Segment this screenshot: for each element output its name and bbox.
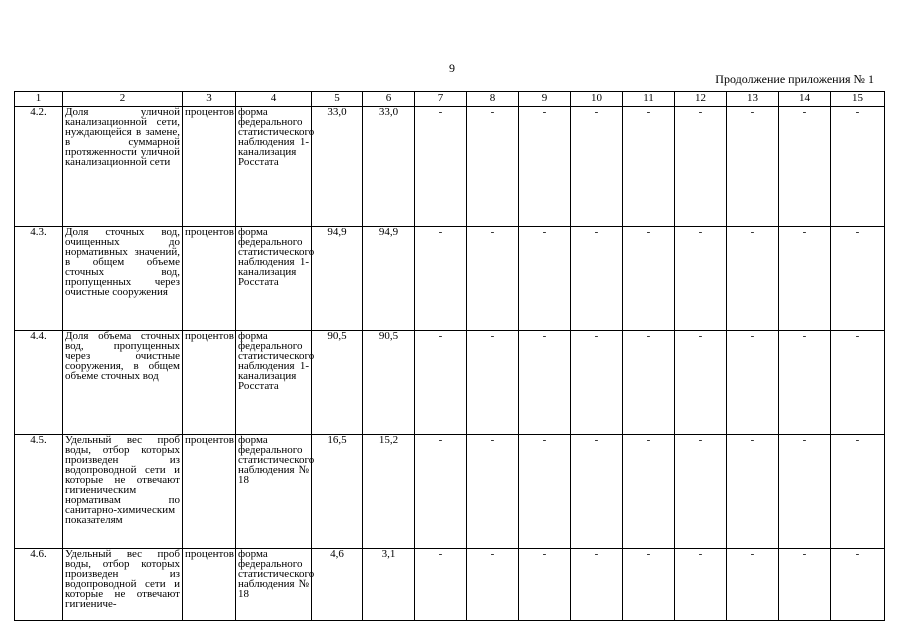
value-col-13: -	[727, 435, 779, 549]
column-header: 10	[571, 92, 623, 107]
unit-of-measure: процентов	[183, 331, 236, 435]
column-header: 4	[236, 92, 312, 107]
table-row	[15, 549, 885, 621]
column-header: 12	[675, 92, 727, 107]
value-col-7: -	[415, 549, 467, 621]
data-source: форма федерального статистического наблюдения 1-канализация Росстата	[236, 227, 312, 331]
value-col-8: -	[467, 227, 519, 331]
value-col-12: -	[675, 435, 727, 549]
indicator-name: Доля объема сточных вод, пропущенных через очистные сооружения, в общем объеме сточных вод	[63, 331, 183, 435]
data-source: форма федерального статистического наблюдения 1-канализация Росстата	[236, 107, 312, 227]
column-header: 7	[415, 92, 467, 107]
value-col-8: -	[467, 331, 519, 435]
value-col-15: -	[831, 549, 885, 621]
value-col-7: -	[415, 435, 467, 549]
indicator-name: Доля уличной канализационной сети, нуждающейся в замене, в суммарной протяженности уличной канализационной сети	[63, 107, 183, 227]
value-col-7: -	[415, 331, 467, 435]
table-row	[15, 331, 885, 435]
value-col-14: -	[779, 435, 831, 549]
value-col-13: -	[727, 549, 779, 621]
value-col-15: -	[831, 227, 885, 331]
column-header: 14	[779, 92, 831, 107]
value-col-14: -	[779, 331, 831, 435]
value-col-9: -	[519, 107, 571, 227]
row-number: 4.4.	[15, 331, 63, 435]
value-col-13: -	[727, 331, 779, 435]
indicator-name: Удельный вес проб воды, отбор которых произведен из водопроводной сети и которые не отвечают гигиениче-	[63, 549, 183, 621]
column-header: 6	[363, 92, 415, 107]
value-col-10: -	[571, 331, 623, 435]
row-number: 4.3.	[15, 227, 63, 331]
value-col-14: -	[779, 549, 831, 621]
table-row	[15, 227, 885, 331]
column-header: 13	[727, 92, 779, 107]
indicator-name: Доля сточных вод, очищенных до нормативных значений, в общем объеме сточных вод, пропущенных через очистные сооружения	[63, 227, 183, 331]
value-col-5: 4,6	[312, 549, 363, 621]
unit-of-measure: процентов	[183, 227, 236, 331]
value-col-11: -	[623, 549, 675, 621]
column-header: 5	[312, 92, 363, 107]
value-col-6: 90,5	[363, 331, 415, 435]
value-col-11: -	[623, 107, 675, 227]
value-col-9: -	[519, 435, 571, 549]
column-header: 1	[15, 92, 63, 107]
value-col-9: -	[519, 331, 571, 435]
value-col-12: -	[675, 107, 727, 227]
value-col-11: -	[623, 435, 675, 549]
value-col-6: 33,0	[363, 107, 415, 227]
value-col-13: -	[727, 107, 779, 227]
column-header: 8	[467, 92, 519, 107]
value-col-15: -	[831, 107, 885, 227]
value-col-11: -	[623, 227, 675, 331]
value-col-7: -	[415, 107, 467, 227]
value-col-10: -	[571, 227, 623, 331]
value-col-6: 94,9	[363, 227, 415, 331]
value-col-7: -	[415, 227, 467, 331]
value-col-8: -	[467, 549, 519, 621]
indicator-name: Удельный вес проб воды, отбор которых произведен из водопроводной сети и которые не отвечают гигиеническим нормативам по санитарно-химическим показателям	[63, 435, 183, 549]
value-col-5: 90,5	[312, 331, 363, 435]
unit-of-measure: процентов	[183, 549, 236, 621]
data-source: форма федерального статистического наблюдения № 18	[236, 549, 312, 621]
indicators-table	[14, 91, 885, 621]
column-header: 11	[623, 92, 675, 107]
data-source: форма федерального статистического наблюдения 1-канализация Росстата	[236, 331, 312, 435]
appendix-continuation-note: Продолжение приложения № 1	[715, 72, 874, 86]
value-col-12: -	[675, 331, 727, 435]
column-number-row	[15, 92, 885, 107]
column-header: 9	[519, 92, 571, 107]
value-col-6: 15,2	[363, 435, 415, 549]
column-header: 15	[831, 92, 885, 107]
value-col-6: 3,1	[363, 549, 415, 621]
data-source: форма федерального статистического наблюдения № 18	[236, 435, 312, 549]
unit-of-measure: процентов	[183, 435, 236, 549]
unit-of-measure: процентов	[183, 107, 236, 227]
column-header: 2	[63, 92, 183, 107]
value-col-9: -	[519, 549, 571, 621]
value-col-10: -	[571, 549, 623, 621]
value-col-15: -	[831, 435, 885, 549]
value-col-10: -	[571, 107, 623, 227]
row-number: 4.6.	[15, 549, 63, 621]
value-col-8: -	[467, 107, 519, 227]
value-col-5: 33,0	[312, 107, 363, 227]
value-col-12: -	[675, 227, 727, 331]
value-col-8: -	[467, 435, 519, 549]
value-col-14: -	[779, 227, 831, 331]
row-number: 4.2.	[15, 107, 63, 227]
table-row	[15, 107, 885, 227]
row-number: 4.5.	[15, 435, 63, 549]
column-header: 3	[183, 92, 236, 107]
value-col-10: -	[571, 435, 623, 549]
value-col-15: -	[831, 331, 885, 435]
value-col-14: -	[779, 107, 831, 227]
value-col-9: -	[519, 227, 571, 331]
page-number: 9	[449, 61, 455, 75]
value-col-5: 16,5	[312, 435, 363, 549]
value-col-13: -	[727, 227, 779, 331]
value-col-12: -	[675, 549, 727, 621]
table-row	[15, 435, 885, 549]
value-col-11: -	[623, 331, 675, 435]
value-col-5: 94,9	[312, 227, 363, 331]
